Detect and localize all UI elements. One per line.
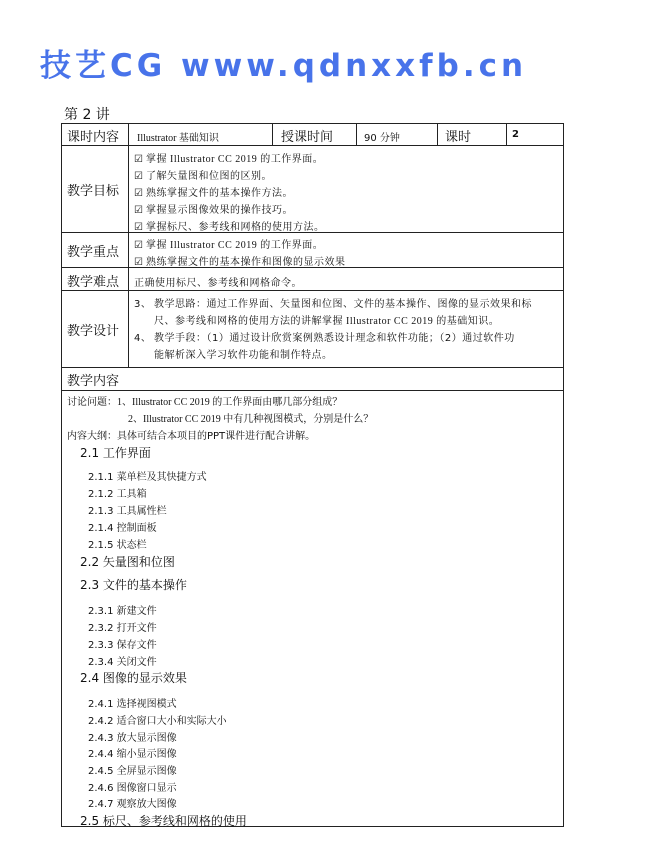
checked-box-icon: ☑ xyxy=(134,154,144,165)
objective-item xyxy=(134,218,325,233)
checked-box-icon: ☑ xyxy=(134,257,144,268)
key-point-text: 熟练掌握文件的基本操作和图像的显示效果 xyxy=(146,257,346,268)
item-number: 4、 xyxy=(134,333,152,344)
lecture-title: 第 2 讲 xyxy=(64,107,110,123)
objective-text: 了解矢量图和位图的区别。 xyxy=(146,171,272,182)
key-point-item xyxy=(134,236,323,251)
outline-subitem: 2.4.2 适合窗口大小和实际大小 xyxy=(88,716,227,727)
objective-item xyxy=(134,167,272,182)
outline-subitem: 2.4.5 全屏显示图像 xyxy=(88,766,177,777)
content-value: Illustrator 基础知识 xyxy=(137,133,219,144)
checked-box-icon: ☑ xyxy=(134,222,144,233)
discussion-question-1: 讨论问题：1、Illustrator CC 2019 的工作界面由哪几部分组成？ xyxy=(67,397,343,408)
difficulties-label: 教学难点 xyxy=(67,275,120,290)
design-text: 教学手段：（1）通过设计欣赏案例熟悉设计理念和软件功能；（2）通过软件功 xyxy=(154,333,515,344)
divider xyxy=(128,124,129,367)
objective-text: 掌握显示图像效果的操作技巧。 xyxy=(146,205,293,216)
design-text: 教学思路：通过工作界面、矢量图和位图、文件的基本操作、图像的显示效果和标 xyxy=(154,299,532,310)
lesson-plan-table xyxy=(61,123,564,827)
content-label: 课时内容 xyxy=(67,130,120,145)
divider xyxy=(272,124,273,145)
design-text: 尺、参考线和网格的使用方法的讲解掌握 Illustrator CC 2019 的基础知识。 xyxy=(154,316,500,327)
divider xyxy=(62,290,563,291)
outline-subitem: 2.4.1 选择视图模式 xyxy=(88,699,177,710)
outline-heading: 2.3 文件的基本操作 xyxy=(80,578,187,592)
outline-subitem: 2.4.4 缩小显示图像 xyxy=(88,749,177,760)
divider xyxy=(356,124,357,145)
outline-heading: 2.1 工作界面 xyxy=(80,446,151,460)
watermark: 技艺CG www.qdnxxfb.cn xyxy=(40,48,528,84)
outline-subitem: 2.4.6 图像窗口显示 xyxy=(88,783,177,794)
outline-subitem: 2.4.3 放大显示图像 xyxy=(88,733,177,744)
hours-label: 课时 xyxy=(445,130,472,145)
outline-subitem: 2.3.2 打开文件 xyxy=(88,623,157,634)
objective-item xyxy=(134,201,293,216)
design-item xyxy=(134,295,532,310)
checked-box-icon: ☑ xyxy=(134,188,144,199)
design-item xyxy=(134,329,515,344)
item-number: 3、 xyxy=(134,299,152,310)
content-section-label: 教学内容 xyxy=(67,374,120,389)
outline-subitem: 2.1.5 状态栏 xyxy=(88,540,147,551)
divider xyxy=(62,145,563,146)
objective-text: 掌握标尺、参考线和网格的使用方法。 xyxy=(146,222,325,233)
outline-subitem: 2.3.4 关闭文件 xyxy=(88,657,157,668)
objective-item xyxy=(134,150,323,165)
difficulties-text: 正确使用标尺、参考线和网格命令。 xyxy=(134,278,302,289)
design-text: 能解析深入学习软件功能和制作特点。 xyxy=(154,350,333,361)
key-point-text: 掌握 Illustrator CC 2019 的工作界面。 xyxy=(146,240,324,251)
objective-text: 熟练掌握文件的基本操作方法。 xyxy=(146,188,293,199)
outline-subitem: 2.1.3 工具属性栏 xyxy=(88,506,167,517)
divider xyxy=(62,390,563,391)
checked-box-icon: ☑ xyxy=(134,205,144,216)
outline-subitem: 2.3.3 保存文件 xyxy=(88,640,157,651)
outline-heading: 2.4 图像的显示效果 xyxy=(80,671,187,685)
objective-item xyxy=(134,184,293,199)
design-label: 教学设计 xyxy=(67,324,120,339)
divider xyxy=(437,124,438,145)
objectives-label: 教学目标 xyxy=(67,184,120,199)
time-label: 授课时间 xyxy=(281,130,334,145)
key-point-item xyxy=(134,253,346,268)
divider xyxy=(506,124,507,145)
outline-subitem: 2.4.7 观察放大图像 xyxy=(88,799,177,810)
objective-text: 掌握 Illustrator CC 2019 的工作界面。 xyxy=(146,154,324,165)
outline-note: 内容大纲：具体可结合本项目的PPT课件进行配合讲解。 xyxy=(67,431,316,442)
outline-subitem: 2.1.4 控制面板 xyxy=(88,523,157,534)
hours-value: 2 xyxy=(512,129,519,140)
discussion-question-2: 2、Illustrator CC 2019 中有几种视图模式，分别是什么？ xyxy=(128,414,374,425)
outline-heading: 2.2 矢量图和位图 xyxy=(80,555,175,569)
outline-subitem: 2.1.1 菜单栏及其快捷方式 xyxy=(88,472,207,483)
divider xyxy=(62,367,563,368)
outline-subitem: 2.1.2 工具箱 xyxy=(88,489,147,500)
checked-box-icon: ☑ xyxy=(134,240,144,251)
checked-box-icon: ☑ xyxy=(134,171,144,182)
key-points-label: 教学重点 xyxy=(67,245,120,260)
time-value: 90 分钟 xyxy=(364,133,400,144)
outline-heading: 2.5 标尺、参考线和网格的使用 xyxy=(80,814,247,828)
outline-subitem: 2.3.1 新建文件 xyxy=(88,606,157,617)
